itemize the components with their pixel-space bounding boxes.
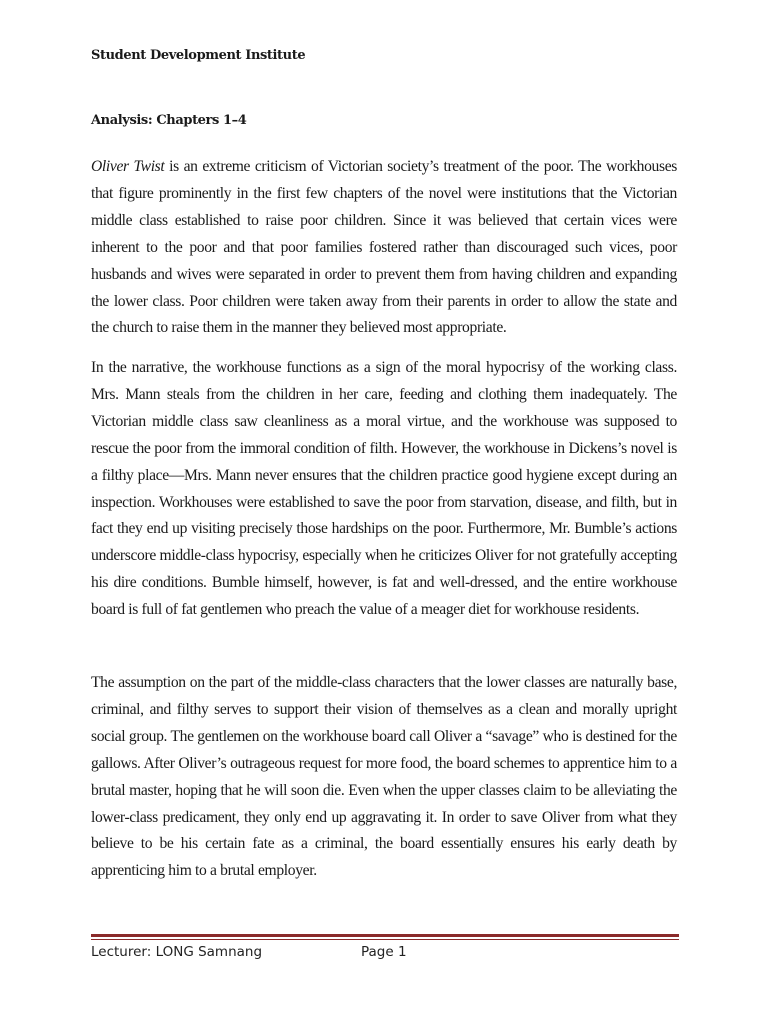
book-title: Oliver Twist: [91, 158, 165, 175]
footer-lecturer: Lecturer: LONG Samnang: [91, 944, 263, 960]
footer-divider-thick: [91, 934, 679, 937]
paragraph-1: [91, 154, 677, 342]
page-header: Student Development Institute: [91, 48, 306, 63]
paragraph-3: The assumption on the part of the middle-class characters that the lower classes are naturally base, criminal, and filthy serves to support their vision of themselves as a clean and morally upright social group. The gentlemen on the workhouse board call Oliver a “savage” who is destined for the gallows. After Oliver’s outrageous request for more food, the board schemes to apprentice him to a brutal master, hoping that he will soon die. Even when the upper classes claim to be alleviating the lower-class predicament, they only end up aggravating it. In order to save Oliver from what they believe to be his certain fate as a criminal, the board essentially ensures his early death by apprenticing him to a brutal employer.: [91, 674, 677, 880]
section-title: Analysis: Chapters 1–4: [91, 113, 247, 128]
footer-divider-thin: [91, 939, 679, 940]
paragraph-1-text: is an extreme criticism of Victorian society’s treatment of the poor. The workhouses that figure prominently in the first few chapters of the novel were institutions that the Victorian middle class established to raise poor children. Since it was believed that certain vices were inherent to the poor and that poor families fostered rather than discouraged such vices, poor husbands and wives were separated in order to prevent them from having children and expanding the lower class. Poor children were taken away from their parents in order to allow the state and the church to raise them in the manner they believed most appropriate.: [91, 158, 678, 337]
paragraph-2: In the narrative, the workhouse functions as a sign of the moral hypocrisy of the working class. Mrs. Mann steals from the children in her care, feeding and clothing them inadequately. The Victorian middle class saw cleanliness as a moral virtue, and the workhouse was supposed to rescue the poor from the immoral condition of filth. However, the workhouse in Dickens’s novel is a filthy place—Mrs. Mann never ensures that the children practice good hygiene except during an inspection. Workhouses were established to save the poor from starvation, disease, and filth, but in fact they end up visiting precisely those hardships on the poor. Furthermore, Mr. Bumble’s actions underscore middle-class hypocrisy, especially when he criticizes Oliver for not gratefully accepting his dire conditions. Bumble himself, however, is fat and well-dressed, and the entire workhouse board is full of fat gentlemen who preach the value of a meager diet for workhouse residents.: [91, 359, 677, 619]
footer-page-number: Page 1: [361, 944, 407, 960]
